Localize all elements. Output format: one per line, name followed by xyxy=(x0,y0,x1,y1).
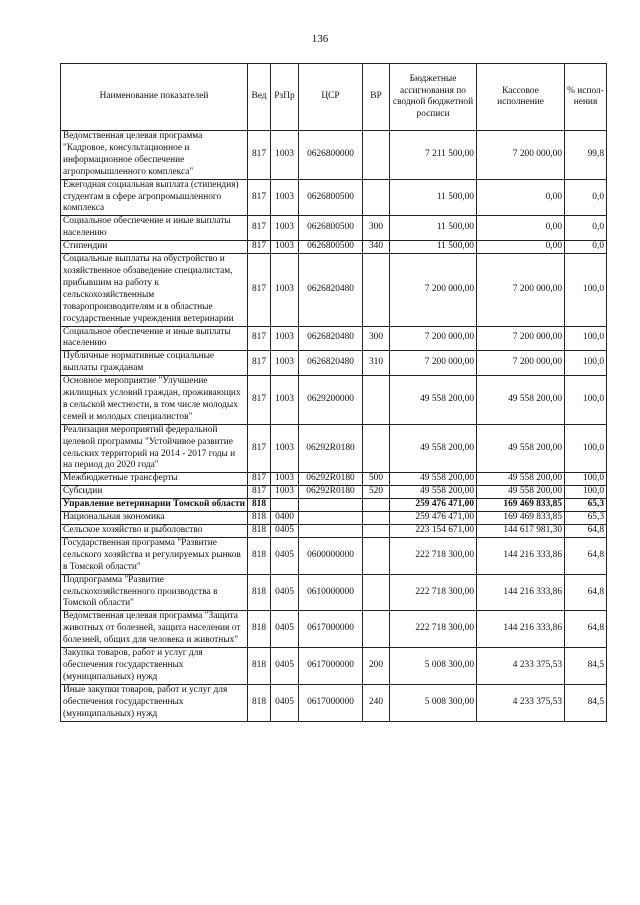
cell-ved: 817 xyxy=(248,179,271,216)
table-row xyxy=(61,574,607,611)
cell-cash: 4 233 375,53 xyxy=(477,684,565,721)
cell-rzpr xyxy=(271,499,299,512)
cell-ved: 818 xyxy=(248,499,271,512)
cell-ved: 818 xyxy=(248,512,271,525)
cell-cash: 169 469 833,85 xyxy=(477,512,565,525)
cell-budget: 223 154 671,00 xyxy=(390,525,477,538)
cell-cash: 4 233 375,53 xyxy=(477,648,565,685)
header-csr: ЦСР xyxy=(299,64,363,131)
cell-cash: 169 469 833,85 xyxy=(477,499,565,512)
table-row xyxy=(61,512,607,525)
cell-percent: 65,3 xyxy=(565,512,607,525)
cell-percent: 100,0 xyxy=(565,254,607,326)
cell-vr xyxy=(363,611,390,648)
cell-csr: 0610000000 xyxy=(299,574,363,611)
cell-percent: 84,5 xyxy=(565,684,607,721)
header-ved: Вед xyxy=(248,64,271,131)
cell-csr: 0626800000 xyxy=(299,131,363,180)
cell-ved: 818 xyxy=(248,525,271,538)
cell-cash: 144 617 981,30 xyxy=(477,525,565,538)
budget-execution-table xyxy=(60,63,607,722)
cell-csr: 0626800500 xyxy=(299,216,363,241)
cell-percent: 100,0 xyxy=(565,376,607,425)
cell-vr: 500 xyxy=(363,473,390,486)
cell-name: Публичные нормативные социальные выплаты гражданам xyxy=(61,351,248,376)
cell-vr xyxy=(363,376,390,425)
table-row xyxy=(61,525,607,538)
cell-percent: 100,0 xyxy=(565,326,607,351)
cell-rzpr: 1003 xyxy=(271,254,299,326)
table-row xyxy=(61,537,607,574)
cell-ved: 817 xyxy=(248,241,271,254)
table-header-row xyxy=(61,64,607,131)
header-name: Наименование показателей xyxy=(61,64,248,131)
cell-csr xyxy=(299,512,363,525)
header-budget: Бюджетные ассигнования по сводной бюджетной росписи xyxy=(390,64,477,131)
cell-percent: 84,5 xyxy=(565,648,607,685)
cell-csr: 0626820480 xyxy=(299,326,363,351)
cell-csr: 0629200000 xyxy=(299,376,363,425)
cell-vr: 200 xyxy=(363,648,390,685)
cell-percent: 65,3 xyxy=(565,499,607,512)
cell-csr: 0617000000 xyxy=(299,648,363,685)
cell-ved: 818 xyxy=(248,611,271,648)
cell-budget: 11 500,00 xyxy=(390,179,477,216)
cell-ved: 817 xyxy=(248,351,271,376)
table-row xyxy=(61,254,607,326)
cell-cash: 144 216 333,86 xyxy=(477,574,565,611)
cell-percent: 0,0 xyxy=(565,179,607,216)
cell-ved: 817 xyxy=(248,216,271,241)
cell-rzpr: 1003 xyxy=(271,351,299,376)
cell-vr: 300 xyxy=(363,326,390,351)
cell-percent: 64,8 xyxy=(565,574,607,611)
cell-name: Ведомственная целевая программа "Кадровое, консультационное и информационное обеспечение агропромышленного комплекса" xyxy=(61,131,248,180)
cell-budget: 7 200 000,00 xyxy=(390,326,477,351)
cell-vr xyxy=(363,512,390,525)
cell-cash: 7 200 000,00 xyxy=(477,254,565,326)
cell-percent: 64,8 xyxy=(565,537,607,574)
cell-vr xyxy=(363,499,390,512)
table-row xyxy=(61,326,607,351)
cell-budget: 7 200 000,00 xyxy=(390,351,477,376)
cell-name: Межбюджетные трансферты xyxy=(61,473,248,486)
cell-cash: 49 558 200,00 xyxy=(477,424,565,473)
cell-percent: 99,8 xyxy=(565,131,607,180)
cell-budget: 49 558 200,00 xyxy=(390,486,477,499)
table-row xyxy=(61,376,607,425)
cell-percent: 100,0 xyxy=(565,351,607,376)
cell-csr: 06292R0180 xyxy=(299,424,363,473)
header-cash: Кассовое исполнение xyxy=(477,64,565,131)
cell-rzpr: 1003 xyxy=(271,241,299,254)
cell-name: Сельское хозяйство и рыболовство xyxy=(61,525,248,538)
cell-cash: 0,00 xyxy=(477,179,565,216)
cell-name: Социальное обеспечение и иные выплаты населению xyxy=(61,216,248,241)
cell-percent: 0,0 xyxy=(565,241,607,254)
cell-cash: 144 216 333,86 xyxy=(477,537,565,574)
cell-rzpr: 0405 xyxy=(271,574,299,611)
table-row xyxy=(61,473,607,486)
cell-rzpr: 1003 xyxy=(271,326,299,351)
cell-rzpr: 0405 xyxy=(271,684,299,721)
cell-vr xyxy=(363,574,390,611)
cell-budget: 222 718 300,00 xyxy=(390,537,477,574)
cell-percent: 64,8 xyxy=(565,525,607,538)
cell-rzpr: 0405 xyxy=(271,537,299,574)
cell-name: Субсидии xyxy=(61,486,248,499)
cell-vr: 300 xyxy=(363,216,390,241)
header-percent: % испол-нения xyxy=(565,64,607,131)
cell-name: Социальные выплаты на обустройство и хозяйственное обзаведение специалистам, прибывшим на работу к сельскохозяйственным товаропроизводителям и в областные государственные учреждения ветеринарии xyxy=(61,254,248,326)
cell-budget: 11 500,00 xyxy=(390,216,477,241)
cell-cash: 49 558 200,00 xyxy=(477,376,565,425)
cell-rzpr: 1003 xyxy=(271,216,299,241)
table-row xyxy=(61,241,607,254)
cell-vr xyxy=(363,525,390,538)
cell-name: Ведомственная целевая программа "Защита животных от болезней, защита населения от болезней, общих для человека и животных" xyxy=(61,611,248,648)
cell-cash: 7 200 000,00 xyxy=(477,326,565,351)
cell-csr: 0626800500 xyxy=(299,241,363,254)
cell-rzpr: 1003 xyxy=(271,486,299,499)
cell-vr: 240 xyxy=(363,684,390,721)
cell-ved: 818 xyxy=(248,574,271,611)
table-row xyxy=(61,486,607,499)
cell-vr: 520 xyxy=(363,486,390,499)
cell-rzpr: 0405 xyxy=(271,525,299,538)
header-vr: ВР xyxy=(363,64,390,131)
cell-ved: 817 xyxy=(248,326,271,351)
cell-cash: 7 200 000,00 xyxy=(477,131,565,180)
cell-budget: 5 008 300,00 xyxy=(390,648,477,685)
cell-budget: 5 008 300,00 xyxy=(390,684,477,721)
table-row xyxy=(61,216,607,241)
cell-rzpr: 0405 xyxy=(271,611,299,648)
cell-vr xyxy=(363,131,390,180)
cell-name: Основное мероприятие "Улучшение жилищных условий граждан, проживающих в сельской местности, в том числе молодых семей и молодых специалистов" xyxy=(61,376,248,425)
cell-budget: 7 211 500,00 xyxy=(390,131,477,180)
cell-csr: 0617000000 xyxy=(299,611,363,648)
cell-budget: 222 718 300,00 xyxy=(390,574,477,611)
cell-rzpr: 1003 xyxy=(271,473,299,486)
cell-ved: 818 xyxy=(248,648,271,685)
cell-budget: 259 476 471,00 xyxy=(390,499,477,512)
cell-vr: 340 xyxy=(363,241,390,254)
cell-ved: 817 xyxy=(248,254,271,326)
cell-percent: 100,0 xyxy=(565,424,607,473)
cell-vr: 310 xyxy=(363,351,390,376)
table-row xyxy=(61,684,607,721)
cell-vr xyxy=(363,254,390,326)
cell-cash: 7 200 000,00 xyxy=(477,351,565,376)
cell-csr: 0626820480 xyxy=(299,351,363,376)
table-row xyxy=(61,424,607,473)
cell-csr: 06292R0180 xyxy=(299,473,363,486)
cell-budget: 259 476 471,00 xyxy=(390,512,477,525)
cell-name: Национальная экономика xyxy=(61,512,248,525)
header-rzpr: РзПр xyxy=(271,64,299,131)
cell-csr: 0626820480 xyxy=(299,254,363,326)
cell-csr xyxy=(299,499,363,512)
cell-budget: 49 558 200,00 xyxy=(390,376,477,425)
cell-csr: 0626800500 xyxy=(299,179,363,216)
cell-percent: 64,8 xyxy=(565,611,607,648)
cell-name: Иные закупки товаров, работ и услуг для обеспечения государственных (муниципальных) нужд xyxy=(61,684,248,721)
cell-name: Ежегодная социальная выплата (стипендия) студентам в сфере агропромышленного комплекса xyxy=(61,179,248,216)
cell-vr xyxy=(363,537,390,574)
cell-rzpr: 0405 xyxy=(271,648,299,685)
cell-name: Реализация мероприятий федеральной целевой программы "Устойчивое развитие сельских территорий на 2014 - 2017 годы и на период до 2020 года" xyxy=(61,424,248,473)
cell-name: Управление ветеринарии Томской области xyxy=(61,499,248,512)
cell-csr xyxy=(299,525,363,538)
table-row xyxy=(61,131,607,180)
cell-rzpr: 1003 xyxy=(271,131,299,180)
cell-percent: 100,0 xyxy=(565,473,607,486)
cell-ved: 817 xyxy=(248,376,271,425)
cell-budget: 49 558 200,00 xyxy=(390,424,477,473)
cell-ved: 818 xyxy=(248,537,271,574)
cell-budget: 11 500,00 xyxy=(390,241,477,254)
cell-percent: 100,0 xyxy=(565,486,607,499)
cell-cash: 144 216 333,86 xyxy=(477,611,565,648)
cell-name: Государственная программа "Развитие сельского хозяйства и регулируемых рынков в Томской области" xyxy=(61,537,248,574)
cell-csr: 06292R0180 xyxy=(299,486,363,499)
table-body xyxy=(61,131,607,722)
cell-csr: 0617000000 xyxy=(299,684,363,721)
table-row xyxy=(61,648,607,685)
cell-rzpr: 1003 xyxy=(271,424,299,473)
cell-rzpr: 0400 xyxy=(271,512,299,525)
cell-budget: 7 200 000,00 xyxy=(390,254,477,326)
cell-budget: 222 718 300,00 xyxy=(390,611,477,648)
cell-cash: 0,00 xyxy=(477,241,565,254)
cell-cash: 49 558 200,00 xyxy=(477,473,565,486)
cell-name: Закупка товаров, работ и услуг для обеспечения государственных (муниципальных) нужд xyxy=(61,648,248,685)
table-row xyxy=(61,499,607,512)
cell-cash: 0,00 xyxy=(477,216,565,241)
page-number: 136 xyxy=(311,33,329,45)
cell-name: Подпрограмма "Развитие сельскохозяйственного производства в Томской области" xyxy=(61,574,248,611)
cell-ved: 817 xyxy=(248,424,271,473)
cell-ved: 817 xyxy=(248,486,271,499)
table-row xyxy=(61,611,607,648)
cell-percent: 0,0 xyxy=(565,216,607,241)
cell-vr xyxy=(363,179,390,216)
cell-ved: 818 xyxy=(248,684,271,721)
cell-budget: 49 558 200,00 xyxy=(390,473,477,486)
table-row xyxy=(61,351,607,376)
cell-vr xyxy=(363,424,390,473)
cell-cash: 49 558 200,00 xyxy=(477,486,565,499)
cell-rzpr: 1003 xyxy=(271,376,299,425)
cell-ved: 817 xyxy=(248,131,271,180)
cell-csr: 0600000000 xyxy=(299,537,363,574)
cell-rzpr: 1003 xyxy=(271,179,299,216)
cell-name: Социальное обеспечение и иные выплаты населению xyxy=(61,326,248,351)
cell-name: Стипендии xyxy=(61,241,248,254)
table-row xyxy=(61,179,607,216)
cell-ved: 817 xyxy=(248,473,271,486)
